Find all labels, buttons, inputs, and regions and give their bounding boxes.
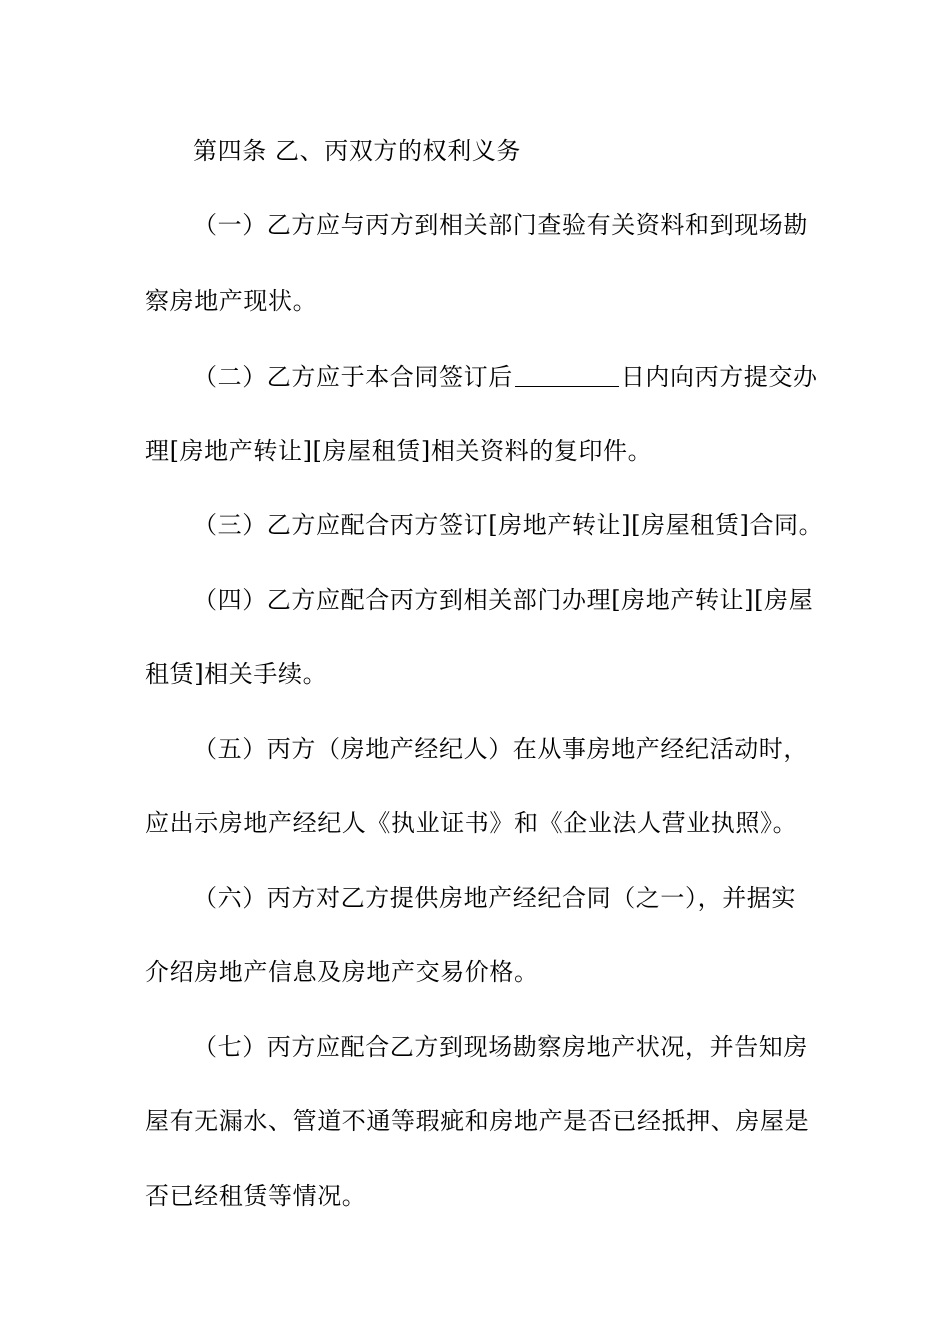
clause-5-line-1: （五）丙方（房地产经纪人）在从事房地产经纪活动时，: [193, 735, 808, 763]
clause-4-line-2: 租赁]相关手续。: [145, 660, 328, 688]
clause-2-line-2: 理[房地产转让][房屋租赁]相关资料的复印件。: [145, 437, 653, 465]
clause-6-line-1: （六）丙方对乙方提供房地产经纪合同（之一），并据实: [193, 884, 796, 912]
article-heading: 第四条 乙、丙双方的权利义务: [193, 137, 522, 165]
days-blank-field: [515, 366, 619, 387]
clause-2-line-1: [193, 362, 873, 392]
clause-7-line-3: 否已经租赁等情况。: [145, 1182, 367, 1210]
clause-6-line-2: 介绍房地产信息及房地产交易价格。: [145, 958, 539, 986]
clause-2-text-before-blank: （二）乙方应于本合同签订后: [193, 363, 513, 391]
clause-1-line-1: （一）乙方应与丙方到相关部门查验有关资料和到现场勘: [193, 211, 808, 239]
clause-3-line-1: （三）乙方应配合丙方签订[房地产转让][房屋租赁]合同。: [193, 511, 824, 539]
clause-5-line-2: 应出示房地产经纪人《执业证书》和《企业法人营业执照》。: [145, 809, 798, 837]
clause-7-line-1: （七）丙方应配合乙方到现场勘察房地产状况，并告知房: [193, 1033, 808, 1061]
clause-2-text-after-blank: 日内向丙方提交办: [620, 363, 818, 391]
clause-4-line-1: （四）乙方应配合丙方到相关部门办理[房地产转让][房屋: [193, 586, 814, 614]
clause-1-line-2: 察房地产现状。: [145, 287, 318, 315]
clause-7-line-2: 屋有无漏水、管道不通等瑕疵和房地产是否已经抵押、房屋是: [145, 1107, 810, 1135]
